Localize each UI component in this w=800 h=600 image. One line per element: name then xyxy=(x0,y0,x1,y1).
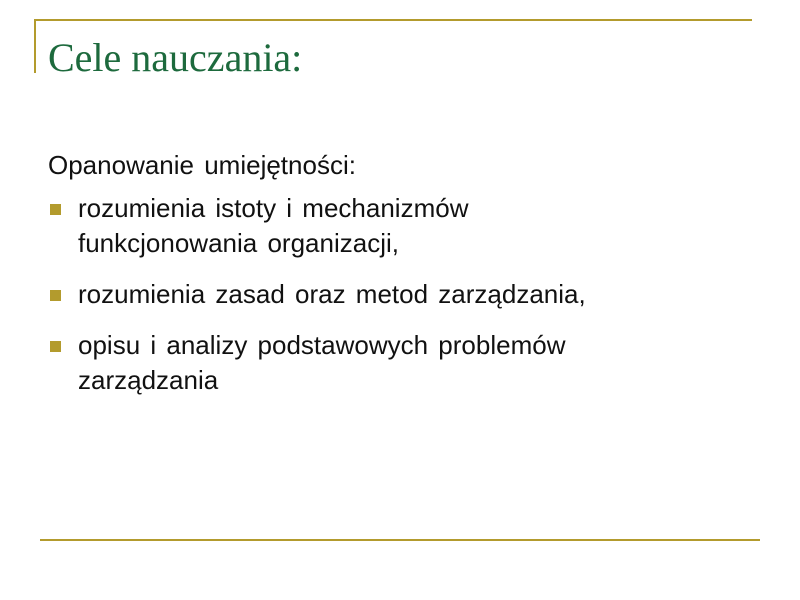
slide-title: Cele nauczania: xyxy=(48,35,303,80)
left-rule xyxy=(34,19,36,73)
slide-body xyxy=(48,148,748,414)
bullet-item xyxy=(48,191,748,261)
bullet-text-line: funkcjonowania organizacji, xyxy=(78,228,399,258)
square-bullet-icon xyxy=(50,341,61,352)
square-bullet-icon xyxy=(50,204,61,215)
top-rule xyxy=(34,19,752,21)
bullet-text-line: rozumienia zasad oraz metod zarządzania, xyxy=(78,279,586,309)
bullet-list xyxy=(48,191,748,398)
bullet-text-line: opisu i analizy podstawowych problemów xyxy=(78,330,566,360)
bullet-item xyxy=(48,277,748,312)
bullet-text-line: rozumienia istoty i mechanizmów xyxy=(78,193,469,223)
bottom-rule xyxy=(40,539,760,541)
bullet-text-line: zarządzania xyxy=(78,365,219,395)
square-bullet-icon xyxy=(50,290,61,301)
intro-text: Opanowanie umiejętności: xyxy=(48,150,356,180)
bullet-item xyxy=(48,328,748,398)
